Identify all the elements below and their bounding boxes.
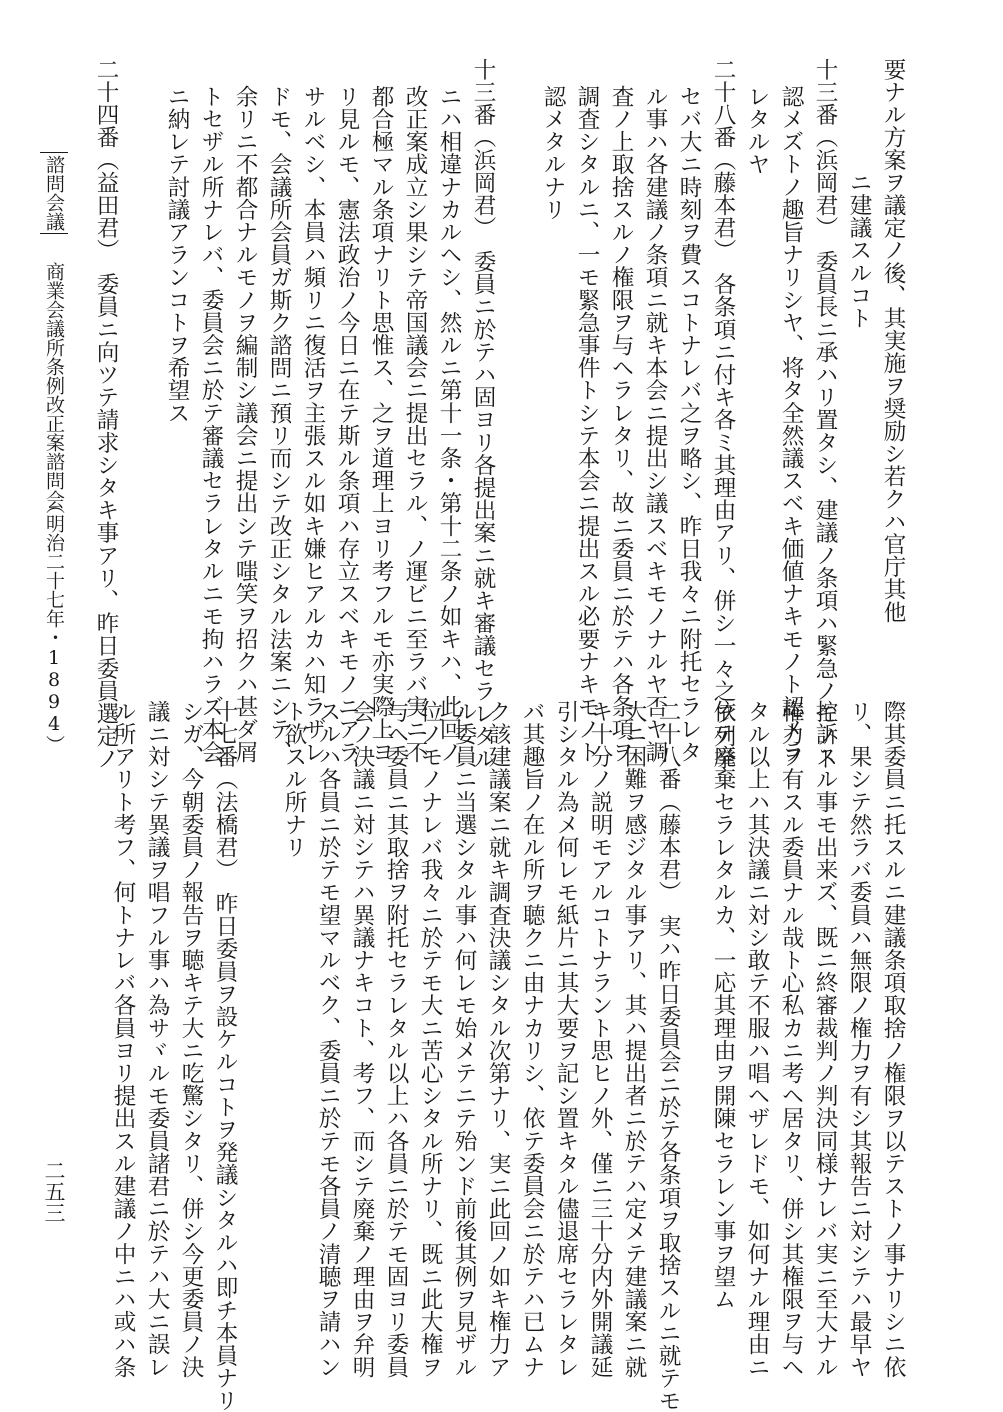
footer-document-title: 商業会議所条例改正案諮問会 xyxy=(43,262,65,509)
lower-text-line: 二十八番（藤本君） 実ハ昨日委員会ニ於テ各条項ヲ取捨スルニ就テモ xyxy=(655,700,681,1412)
category-label-text: 諮問会議 xyxy=(40,152,68,234)
lower-text-line: タル以上ハ其決議ニ対シ敢テ不服ハ唱ヘザレドモ、如何ナル理由ニ xyxy=(744,700,770,1378)
upper-text-line: 査ノ上取捨スルノ権限ヲ与ヘラレタリ、故ニ委員ニ於テハ各条項ヲ xyxy=(608,85,634,763)
upper-text-line: 二十四番（益田君） 委員ニ向ツテ請求シタキ事アリ、昨日委員選定ノ xyxy=(93,58,119,770)
lower-text-line: ル委員ニ当選シタル事ハ何レモ始メテニテ殆ンド前後其例ヲ見ザル xyxy=(451,700,477,1378)
upper-text-line: 二十八番（藤本君） 各条項ニ付キ各ミ其理由アリ、併シ一々之ヲ列挙 xyxy=(710,58,736,770)
upper-text-line: リ見ルモ、憲法政治ノ今日ニ在テ斯ル条項ハ存立スベキモノニアラ xyxy=(334,85,360,763)
upper-text-line: 十三番（浜岡君） 委員ニ於テハ固ヨリ各提出案ニ就キ審議セラレタル xyxy=(470,58,496,770)
lower-text-line: リ、果シテ然ラバ委員ハ無限ノ権力ヲ有シ其報告ニ対シテハ最早ヤ xyxy=(846,700,872,1378)
upper-text-line: ニハ相違ナカルヘシ、然ルニ第十一条・第十二条ノ如キハ、此回ノ xyxy=(436,85,462,763)
lower-text-line: ト欲スル所ナリ xyxy=(281,700,307,859)
upper-text-line: 調査シタルニ、一モ緊急事件トシテ本会ニ提出スル必要ナキモノト xyxy=(574,85,600,763)
upper-text-line: 認メタルナリ xyxy=(540,85,566,221)
upper-text-line: ニ納レテ討議アランコトヲ希望ス xyxy=(164,85,190,424)
upper-text-line: 都合極マル条項ナリト思惟ス、之ヲ道理上ヨリ考フルモ亦実際上ヨ xyxy=(368,85,394,763)
lower-text-line: シガ、今朝委員ノ報告ヲ聴キテ大ニ吃驚シタリ、併シ今更委員ノ決 xyxy=(178,700,204,1378)
lower-text-line: キ十分ノ説明モアルコトナラント思ヒノ外、僅ニ三十分内外開議延 xyxy=(587,700,613,1378)
upper-text-line: 十三番（浜岡君） 委員長ニ承ハリ置タシ、建議ノ条項ハ緊急ノモノト xyxy=(812,58,838,770)
lower-text-line: 引シタル為メ何レモ紙片ニ其大要ヲ記シ置キタル儘退席セラレタレ xyxy=(553,700,579,1378)
lower-text-line: 依テ廃棄セラレタルカ、一応其理由ヲ開陳セラレン事ヲ望ム xyxy=(710,700,736,1311)
upper-text-line: ニ建議スルコト xyxy=(846,171,872,330)
lower-text-line: 大ニ困難ヲ感ジタル事アリ、其ハ提出者ニ於テハ定メテ建議案ニ就 xyxy=(621,700,647,1378)
footer-category-label xyxy=(40,152,68,234)
upper-text-line: レタルヤ xyxy=(744,85,770,176)
lower-text-line: 十七番（法橋君） 昨日委員ヲ設ケルコトヲ発議シタルハ即チ本員ナリ xyxy=(212,700,238,1412)
lower-text-line: 権力ヲ有スル委員ナル哉ト心私カニ考ヘ居タリ、併シ其権限ヲ与ヘ xyxy=(778,700,804,1378)
lower-text-line: 与ヘ委員ニ其取捨ヲ附托セラレタル以上ハ各員ニ於テモ固ヨリ委員 xyxy=(383,700,409,1378)
upper-text-line: 余リニ不都合ナルモノヲ編制シ議会ニ提出シテ嗤笑ヲ招クハ甚ダ屑 xyxy=(232,85,258,763)
lower-text-line: 際其委員ニ托スルニ建議条項取捨ノ権限ヲ以テストノ事ナリシニ依 xyxy=(880,700,906,1378)
lower-text-line: ル所アリト考フ、何トナレバ各員ヨリ提出スル建議ノ中ニハ或ハ条 xyxy=(110,700,136,1378)
page-number: 二五三 xyxy=(42,1160,66,1223)
lower-text-line: 位ノモノナレバ我々ニ於テモ大ニ苦心シタル所ナリ、既ニ此大権ヲ xyxy=(417,700,443,1378)
upper-text-line: 要ナル方案ヲ議定ノ後、其実施ヲ奨励シ若クハ官庁其他 xyxy=(880,58,906,623)
upper-text-line: 認メズトノ趣旨ナリシヤ、将タ全然議スベキ価値ナキモノト認メラ xyxy=(778,85,804,763)
footer-era-year: （明治二十七年・1894） xyxy=(43,495,65,754)
lower-text-line: ク該建議案ニ就キ調査決議シタル次第ナリ、実ニ此回ノ如キ権力ア xyxy=(485,700,511,1378)
lower-text-line: 控訴スル事モ出来ズ、既ニ終審裁判ノ判決同様ナレバ実ニ至大ナル xyxy=(812,700,838,1378)
lower-text-line: 会ノ決議ニ対シテハ異議ナキコト、考フ、而シテ廃棄ノ理由ヲ弁明 xyxy=(349,700,375,1378)
lower-text-line: スルハ各員ニ於テモ望マルベク、委員ニ於テモ各員ノ清聴ヲ請ハン xyxy=(315,700,341,1378)
upper-text-line: ル事ハ各建議ノ条項ニ就キ本会ニ提出シ議スベキモノナルヤ否ヤ調 xyxy=(642,85,668,763)
lower-text-line: 議ニ対シテ異議ヲ唱フル事ハ為サヾルモ委員諸君ニ於テハ大ニ誤レ xyxy=(144,700,170,1378)
upper-text-line: 改正案成立シ果シテ帝国議会ニ提出セラル、ノ運ビニ至ラバ実ニ不 xyxy=(402,85,428,763)
upper-text-line: セバ大ニ時刻ヲ費スコトナレバ之ヲ略シ、昨日我々ニ附托セラレタ xyxy=(676,85,702,763)
upper-text-line: サルベシ、本員ハ頻リニ復活ヲ主張スル如キ嫌ヒアルカハ知ラザレ xyxy=(300,85,326,763)
upper-text-line: ドモ、会議所会員ガ斯ク諮問ニ預リ而シテ改正シタル法案ニシテ、 xyxy=(266,85,292,763)
upper-text-line: トセザル所ナレバ、委員会ニ於テ審議セラレタルニモ拘ハラズ本会 xyxy=(198,85,224,763)
lower-text-line: バ其趣旨ノ在ル所ヲ聴クニ由ナカリシ、依テ委員会ニ於テハ已ムナ xyxy=(519,700,545,1378)
